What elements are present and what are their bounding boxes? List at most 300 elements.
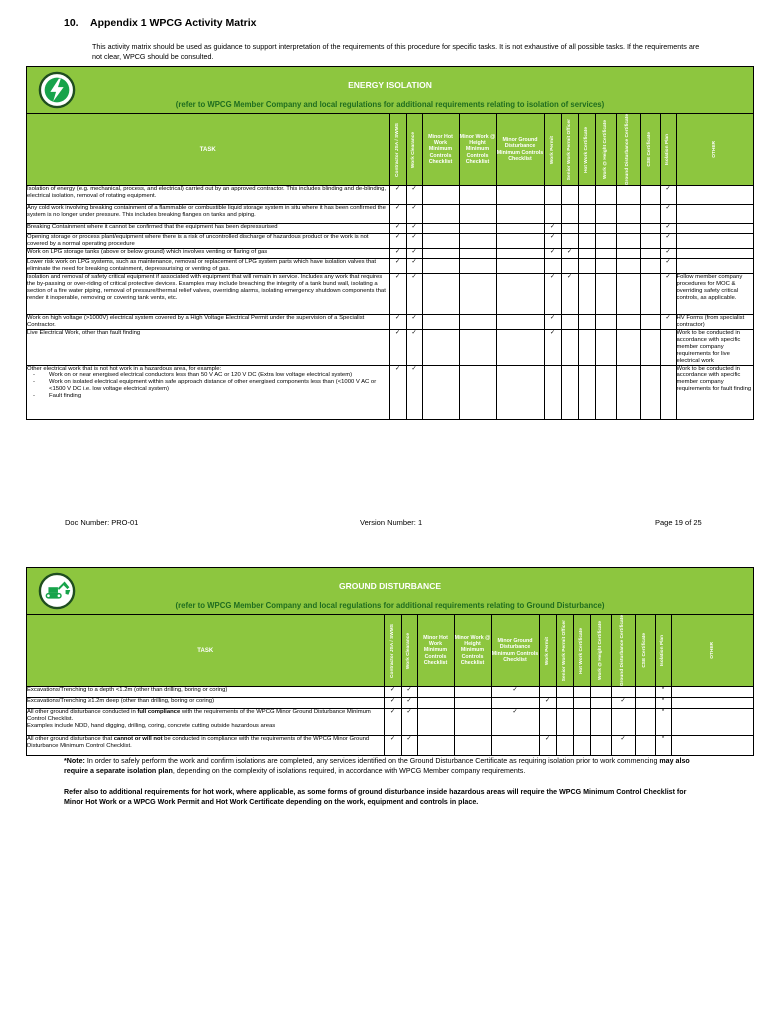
header-wrap bbox=[390, 123, 406, 177]
task-text: Isolation of energy (e.g. mechanical, process, and electrical) carried out by an approved contractor. This includes blinding and de-blinding, electrical isolation, removal of rotating equipment. bbox=[27, 186, 387, 200]
empty-cell bbox=[422, 258, 459, 273]
task-text: Excavations/Trenching to a depth <1.2m (other than drilling, boring or coring) bbox=[27, 687, 228, 694]
header-work-height-cert bbox=[595, 114, 616, 186]
task-text: Breaking Containment where it cannot be confirmed that the equipment has been depressurised bbox=[27, 224, 278, 231]
empty-cell bbox=[422, 186, 459, 205]
check-mark: ✓ bbox=[406, 273, 422, 314]
check-mark: ✓ bbox=[389, 205, 406, 224]
header-hot-work-cert bbox=[573, 615, 590, 687]
header-isolation-plan bbox=[655, 615, 671, 687]
check-mark: ✓ bbox=[539, 698, 556, 709]
header-wrap bbox=[672, 642, 754, 659]
task-cell bbox=[27, 234, 389, 249]
task-text: Isolation and removal of safety critical equipment if associated with equipment that will remain in service. Includes any work that requires the by-passing or over-riding of critical protective devices. Examples may include breaching the integrity of a tank bund wall, isolating a section of a fire water piping, removal of pressure/thermal relief valves, overriding alarms, isolating emergency shutdown components that render it inoperable, removing or covering tank vents, etc. bbox=[27, 273, 386, 301]
header-label-work-clearance: Work Clearance bbox=[406, 632, 412, 669]
empty-cell bbox=[595, 365, 616, 419]
empty-cell bbox=[578, 186, 595, 205]
header-wrap bbox=[574, 628, 590, 674]
check-mark: * bbox=[655, 709, 671, 736]
empty-cell bbox=[491, 736, 539, 755]
task-cell bbox=[27, 709, 384, 736]
header-wrap bbox=[641, 132, 660, 167]
task-cell bbox=[27, 186, 389, 205]
header-label-isolation-plan: Isolation Plan bbox=[665, 133, 671, 166]
header-senior-work-permit bbox=[556, 615, 573, 687]
empty-cell bbox=[561, 365, 578, 419]
empty-cell bbox=[459, 224, 496, 234]
empty-cell bbox=[635, 709, 655, 736]
empty-cell bbox=[459, 186, 496, 205]
header-label-work-clearance: Work Clearance bbox=[411, 131, 417, 168]
empty-cell bbox=[496, 273, 544, 314]
energy-banner bbox=[27, 67, 753, 114]
empty-cell bbox=[539, 709, 556, 736]
empty-cell bbox=[616, 205, 640, 224]
energy-row bbox=[27, 365, 753, 419]
empty-cell bbox=[544, 365, 561, 419]
check-mark: ✓ bbox=[660, 205, 676, 224]
isolation-note bbox=[64, 756, 704, 776]
header-minor-ground: Minor Ground Disturbance Minimum Controls Checklist bbox=[491, 615, 539, 687]
empty-cell bbox=[635, 736, 655, 755]
task-text: Work on LPG storage tanks (above or below ground) which involves venting or flaring of gas bbox=[27, 248, 268, 255]
empty-cell bbox=[561, 186, 578, 205]
energy-row bbox=[27, 314, 753, 329]
empty-cell bbox=[578, 314, 595, 329]
hot-work-note: Refer also to additional requirements for hot work, where applicable, as some forms of ground disturbance inside hazardous areas will require the WPCG Minimum Control Checklist for Minor Hot Work or a WPCG Work Permit and Hot Work Certificate depending on the work, equipment and controls in place. bbox=[64, 788, 687, 806]
empty-cell bbox=[595, 258, 616, 273]
task-cell bbox=[27, 365, 389, 419]
check-mark: ✓ bbox=[389, 186, 406, 205]
empty-cell bbox=[561, 329, 578, 365]
energy-isolation-matrix bbox=[26, 66, 754, 420]
empty-cell bbox=[616, 248, 640, 258]
empty-cell bbox=[454, 698, 491, 709]
check-mark: ✓ bbox=[406, 248, 422, 258]
energy-subtitle: (refer to WPCG Member Company and local regulations for additional requirements relating to isolation of services) bbox=[175, 100, 605, 109]
header-label-isolation-plan: Isolation Plan bbox=[660, 634, 666, 667]
empty-cell bbox=[422, 224, 459, 234]
empty-cell bbox=[561, 258, 578, 273]
header-other bbox=[676, 114, 753, 186]
check-mark: ✓ bbox=[611, 736, 635, 755]
header-label-contractor-jsa: Contractor JSA / SWMS bbox=[389, 623, 395, 678]
section-heading bbox=[64, 17, 256, 29]
header-wrap bbox=[540, 637, 556, 665]
empty-cell bbox=[417, 709, 454, 736]
energy-row bbox=[27, 258, 753, 273]
header-label-ground-disturbance-cert: Ground Disturbance Certificate bbox=[625, 114, 631, 186]
task-example: Examples include NDD, hand digging, drilling, coring, concrete cutting outside hazardous areas bbox=[27, 722, 276, 729]
empty-cell bbox=[595, 329, 616, 365]
check-mark: ✓ bbox=[389, 273, 406, 314]
note-text-b: , depending on the complexity of isolations required, in accordance with WPCG Member company requirements. bbox=[172, 767, 526, 775]
empty-cell bbox=[459, 248, 496, 258]
task-cell bbox=[27, 258, 389, 273]
empty-cell bbox=[590, 709, 611, 736]
empty-cell bbox=[640, 365, 660, 419]
task-cell bbox=[27, 248, 389, 258]
empty-cell bbox=[578, 248, 595, 258]
empty-cell bbox=[491, 698, 539, 709]
empty-cell bbox=[561, 205, 578, 224]
check-mark: ✓ bbox=[660, 258, 676, 273]
task-bullet: - Fault finding bbox=[27, 393, 389, 400]
energy-row bbox=[27, 186, 753, 205]
empty-cell bbox=[590, 698, 611, 709]
empty-cell bbox=[496, 365, 544, 419]
check-mark: ✓ bbox=[544, 234, 561, 249]
empty-cell bbox=[611, 709, 635, 736]
empty-cell bbox=[539, 687, 556, 698]
energy-table bbox=[27, 114, 753, 419]
check-mark: ✓ bbox=[401, 687, 417, 698]
header-wrap bbox=[617, 114, 640, 185]
check-mark: ✓ bbox=[561, 273, 578, 314]
ground-disturbance-matrix bbox=[26, 567, 754, 756]
note-text-bold: may also require a separate isolation plan bbox=[64, 757, 690, 775]
empty-cell bbox=[640, 205, 660, 224]
check-mark: ✓ bbox=[544, 273, 561, 314]
empty-cell bbox=[561, 314, 578, 329]
empty-cell bbox=[459, 273, 496, 314]
empty-cell bbox=[496, 248, 544, 258]
task-text: Excavations/Trenching ≥1.2m deep (other than drilling, boring or coring) bbox=[27, 698, 215, 705]
empty-cell bbox=[595, 224, 616, 234]
empty-cell bbox=[578, 205, 595, 224]
empty-cell bbox=[561, 224, 578, 234]
check-mark: ✓ bbox=[406, 234, 422, 249]
check-mark: ✓ bbox=[401, 709, 417, 736]
check-mark: ✓ bbox=[544, 224, 561, 234]
other-cell bbox=[671, 698, 753, 709]
header-label-other: OTHER bbox=[712, 141, 718, 158]
energy-row bbox=[27, 205, 753, 224]
header-senior-work-permit bbox=[561, 114, 578, 186]
empty-cell bbox=[616, 314, 640, 329]
header-label-work-height-cert: Work @ Height Certificate bbox=[602, 120, 608, 180]
empty-cell bbox=[459, 365, 496, 419]
header-wrap bbox=[591, 621, 611, 680]
empty-cell bbox=[595, 205, 616, 224]
empty-cell bbox=[422, 273, 459, 314]
check-mark: ✓ bbox=[384, 698, 401, 709]
header-work-height-cert bbox=[590, 615, 611, 687]
header-minor-ground: Minor Ground Disturbance Minimum Controls Checklist bbox=[496, 114, 544, 186]
header-wrap bbox=[661, 134, 676, 165]
empty-cell bbox=[556, 687, 573, 698]
empty-cell bbox=[616, 234, 640, 249]
header-wrap bbox=[612, 615, 635, 686]
empty-cell bbox=[556, 709, 573, 736]
empty-cell bbox=[544, 258, 561, 273]
other-cell bbox=[676, 248, 753, 258]
empty-cell bbox=[573, 736, 590, 755]
empty-cell bbox=[573, 687, 590, 698]
empty-cell bbox=[640, 248, 660, 258]
task-text: Live Electrical Work, other than fault finding bbox=[27, 329, 141, 336]
check-mark: ✓ bbox=[660, 234, 676, 249]
check-mark: ✓ bbox=[660, 273, 676, 314]
empty-cell bbox=[616, 273, 640, 314]
check-mark: ✓ bbox=[660, 314, 676, 329]
check-mark: ✓ bbox=[406, 186, 422, 205]
check-mark: ✓ bbox=[384, 709, 401, 736]
header-wrap bbox=[579, 127, 595, 173]
check-mark: ✓ bbox=[389, 224, 406, 234]
empty-cell bbox=[561, 234, 578, 249]
other-cell: Work to be conducted in accordance with specific member company requirements for live electrical work bbox=[676, 329, 753, 365]
empty-cell bbox=[635, 687, 655, 698]
task-text: Any cold work involving breaking containment of a flammable or combustible liquid storage system in situ where it has been confirmed the system is no longer under pressure. This includes breaking flanges on tanks and piping. bbox=[27, 205, 386, 219]
empty-cell bbox=[459, 234, 496, 249]
empty-cell bbox=[454, 709, 491, 736]
check-mark: ✓ bbox=[401, 698, 417, 709]
check-mark: ✓ bbox=[389, 248, 406, 258]
empty-cell bbox=[496, 258, 544, 273]
header-task: TASK bbox=[27, 114, 389, 186]
check-mark: ✓ bbox=[660, 248, 676, 258]
task-text: Opening storage or process plant/equipment where there is a risk of uncontrolled discharge of hazardous product or the work is not covered by a normal operating procedure bbox=[27, 234, 369, 248]
empty-cell bbox=[635, 698, 655, 709]
empty-cell bbox=[417, 698, 454, 709]
empty-cell bbox=[640, 258, 660, 273]
empty-cell bbox=[640, 273, 660, 314]
ground-title: GROUND DISTURBANCE bbox=[339, 581, 441, 591]
empty-cell bbox=[573, 698, 590, 709]
header-label-hot-work-cert: Hot Work Certificate bbox=[578, 627, 584, 674]
header-work-permit bbox=[544, 114, 561, 186]
empty-cell bbox=[616, 224, 640, 234]
empty-cell bbox=[422, 365, 459, 419]
empty-cell bbox=[578, 258, 595, 273]
task-bullet: - Work on isolated electrical equipment within safe approach distance of other energised components less than (<1000 V AC or <1500 V DC i.e. low voltage electrical system) bbox=[27, 379, 389, 393]
empty-cell bbox=[422, 329, 459, 365]
other-cell bbox=[671, 687, 753, 698]
header-task: TASK bbox=[27, 615, 384, 687]
header-wrap bbox=[562, 119, 578, 180]
doc-number: Doc Number: PRO-01 bbox=[65, 518, 139, 527]
empty-cell bbox=[640, 186, 660, 205]
energy-row bbox=[27, 224, 753, 234]
check-mark: ✓ bbox=[384, 736, 401, 755]
empty-cell bbox=[590, 687, 611, 698]
empty-cell bbox=[459, 258, 496, 273]
task-cell bbox=[27, 329, 389, 365]
task-text: All other ground disturbance that bbox=[27, 736, 114, 743]
energy-row bbox=[27, 329, 753, 365]
header-minor-work-height: Minor Work @ Height Minimum Controls Checklist bbox=[454, 615, 491, 687]
energy-row bbox=[27, 248, 753, 258]
task-emphasis: full compliance bbox=[137, 709, 181, 716]
other-cell bbox=[676, 186, 753, 205]
empty-cell bbox=[660, 365, 676, 419]
check-mark: ✓ bbox=[389, 365, 406, 419]
task-text: All other ground disturbance conducted in bbox=[27, 709, 138, 716]
check-mark: ✓ bbox=[544, 329, 561, 365]
ground-row bbox=[27, 687, 753, 698]
header-work-clearance bbox=[401, 615, 417, 687]
task-cell bbox=[27, 736, 384, 755]
empty-cell bbox=[616, 258, 640, 273]
header-other bbox=[671, 615, 753, 687]
empty-cell bbox=[590, 736, 611, 755]
task-text: with the requirements of the WPCG Minor Ground Disturbance Minimum Control Checklist. bbox=[27, 709, 371, 723]
ground-banner bbox=[27, 568, 753, 615]
empty-cell bbox=[595, 186, 616, 205]
check-mark: * bbox=[655, 698, 671, 709]
empty-cell bbox=[616, 365, 640, 419]
empty-cell bbox=[578, 329, 595, 365]
check-mark: ✓ bbox=[406, 258, 422, 273]
header-work-clearance bbox=[406, 114, 422, 186]
header-wrap bbox=[407, 132, 422, 168]
other-cell bbox=[676, 234, 753, 249]
ground-table bbox=[27, 615, 753, 755]
check-mark: ✓ bbox=[389, 234, 406, 249]
empty-cell bbox=[640, 314, 660, 329]
check-mark: ✓ bbox=[389, 329, 406, 365]
empty-cell bbox=[544, 186, 561, 205]
check-mark: ✓ bbox=[660, 224, 676, 234]
header-wrap bbox=[402, 633, 417, 669]
task-bullet-list bbox=[27, 372, 389, 400]
empty-cell bbox=[454, 736, 491, 755]
note-text-a: In order to safely perform the work and confirm isolations are completed, any services identified on the Ground Disturbance Certificate as requiring isolation prior to work commencing bbox=[84, 757, 660, 765]
intro-paragraph: This activity matrix should be used as guidance to support interpretation of the requirements of this procedure for specific tasks. It is not exhaustive of all possible tasks. If the requirements are not clear, WPCG should be consulted. bbox=[92, 42, 700, 61]
check-mark: ✓ bbox=[389, 258, 406, 273]
empty-cell bbox=[611, 687, 635, 698]
ground-row bbox=[27, 736, 753, 755]
empty-cell bbox=[496, 186, 544, 205]
empty-cell bbox=[578, 273, 595, 314]
check-mark: ✓ bbox=[561, 248, 578, 258]
empty-cell bbox=[578, 234, 595, 249]
other-cell bbox=[671, 736, 753, 755]
header-isolation-plan bbox=[660, 114, 676, 186]
check-mark: ✓ bbox=[406, 365, 422, 419]
task-cell bbox=[27, 314, 389, 329]
header-label-cse-cert: CSE Certificate bbox=[647, 132, 653, 167]
empty-cell bbox=[496, 314, 544, 329]
header-minor-hot-work: Minor Hot Work Minimum Controls Checklist bbox=[417, 615, 454, 687]
empty-cell bbox=[595, 234, 616, 249]
empty-cell bbox=[496, 224, 544, 234]
empty-cell bbox=[422, 234, 459, 249]
empty-cell bbox=[417, 736, 454, 755]
header-hot-work-cert bbox=[578, 114, 595, 186]
header-label-work-permit: Work Permit bbox=[544, 636, 550, 665]
energy-header-row bbox=[27, 114, 753, 186]
empty-cell bbox=[616, 329, 640, 365]
check-mark: * bbox=[655, 687, 671, 698]
header-wrap bbox=[677, 141, 754, 158]
energy-row bbox=[27, 234, 753, 249]
page-number: Page 19 of 25 bbox=[655, 518, 702, 527]
check-mark: ✓ bbox=[491, 709, 539, 736]
header-label-work-permit: Work Permit bbox=[549, 135, 555, 164]
empty-cell bbox=[573, 709, 590, 736]
empty-cell bbox=[640, 224, 660, 234]
header-cse-cert bbox=[640, 114, 660, 186]
header-wrap bbox=[545, 136, 561, 164]
energy-title: ENERGY ISOLATION bbox=[348, 80, 432, 90]
check-mark: ✓ bbox=[544, 248, 561, 258]
task-cell bbox=[27, 698, 384, 709]
version-number: Version Number: 1 bbox=[360, 518, 423, 527]
other-cell bbox=[676, 258, 753, 273]
empty-cell bbox=[660, 329, 676, 365]
other-cell bbox=[671, 709, 753, 736]
empty-cell bbox=[496, 329, 544, 365]
empty-cell bbox=[496, 234, 544, 249]
task-text: Work on high voltage (>1000V) electrical system covered by a High Voltage Electrical Permit under the supervision of a Specialist Contractor. bbox=[27, 314, 365, 328]
section-title: Appendix 1 WPCG Activity Matrix bbox=[90, 17, 257, 29]
task-cell bbox=[27, 224, 389, 234]
header-minor-work-height: Minor Work @ Height Minimum Controls Checklist bbox=[459, 114, 496, 186]
header-label-work-height-cert: Work @ Height Certificate bbox=[597, 621, 603, 681]
empty-cell bbox=[595, 248, 616, 258]
header-label-cse-cert: CSE Certificate bbox=[642, 633, 648, 668]
task-cell bbox=[27, 273, 389, 314]
header-contractor-jsa bbox=[389, 114, 406, 186]
header-ground-disturbance-cert bbox=[616, 114, 640, 186]
header-label-senior-work-permit: Senior Work Permit Officer bbox=[566, 118, 572, 181]
empty-cell bbox=[459, 329, 496, 365]
empty-cell bbox=[544, 205, 561, 224]
header-wrap bbox=[596, 120, 616, 179]
task-text: Lower risk work on LPG systems, such as maintenance, removal or replacement of LPG system parts which have isolation valves that eliminate the need for breaking containment, depressurising or venting of gas. bbox=[27, 258, 377, 272]
other-cell bbox=[676, 205, 753, 224]
check-mark: ✓ bbox=[491, 687, 539, 698]
task-text: be conducted in compliance with the requirements of the WPCG Minor Ground Disturbance Minimum Control Checklist. bbox=[27, 736, 370, 750]
other-cell: Follow member company procedures for MOC & overriding safety critical controls, as applicable. bbox=[676, 273, 753, 314]
header-label-senior-work-permit: Senior Work Permit Officer bbox=[561, 619, 567, 682]
empty-cell bbox=[595, 273, 616, 314]
check-mark: ✓ bbox=[401, 736, 417, 755]
check-mark: ✓ bbox=[389, 314, 406, 329]
header-contractor-jsa bbox=[384, 615, 401, 687]
header-label-contractor-jsa: Contractor JSA / SWMS bbox=[394, 122, 400, 177]
check-mark: * bbox=[655, 736, 671, 755]
empty-cell bbox=[556, 698, 573, 709]
check-mark: ✓ bbox=[544, 314, 561, 329]
task-cell bbox=[27, 687, 384, 698]
header-work-permit bbox=[539, 615, 556, 687]
section-number: 10. bbox=[64, 17, 79, 29]
ground-header-row bbox=[27, 615, 753, 687]
other-cell: HV Forms (from specialist contractor) bbox=[676, 314, 753, 329]
header-wrap bbox=[636, 633, 655, 668]
header-label-other: OTHER bbox=[709, 642, 715, 659]
empty-cell bbox=[595, 314, 616, 329]
empty-cell bbox=[422, 314, 459, 329]
check-mark: ✓ bbox=[406, 329, 422, 365]
check-mark: ✓ bbox=[660, 186, 676, 205]
empty-cell bbox=[417, 687, 454, 698]
header-wrap bbox=[557, 620, 573, 681]
empty-cell bbox=[459, 205, 496, 224]
header-ground-disturbance-cert bbox=[611, 615, 635, 687]
empty-cell bbox=[616, 186, 640, 205]
header-wrap bbox=[656, 635, 671, 666]
check-mark: ✓ bbox=[611, 698, 635, 709]
empty-cell bbox=[459, 314, 496, 329]
ground-row bbox=[27, 698, 753, 709]
empty-cell bbox=[422, 248, 459, 258]
energy-row bbox=[27, 273, 753, 314]
empty-cell bbox=[496, 205, 544, 224]
